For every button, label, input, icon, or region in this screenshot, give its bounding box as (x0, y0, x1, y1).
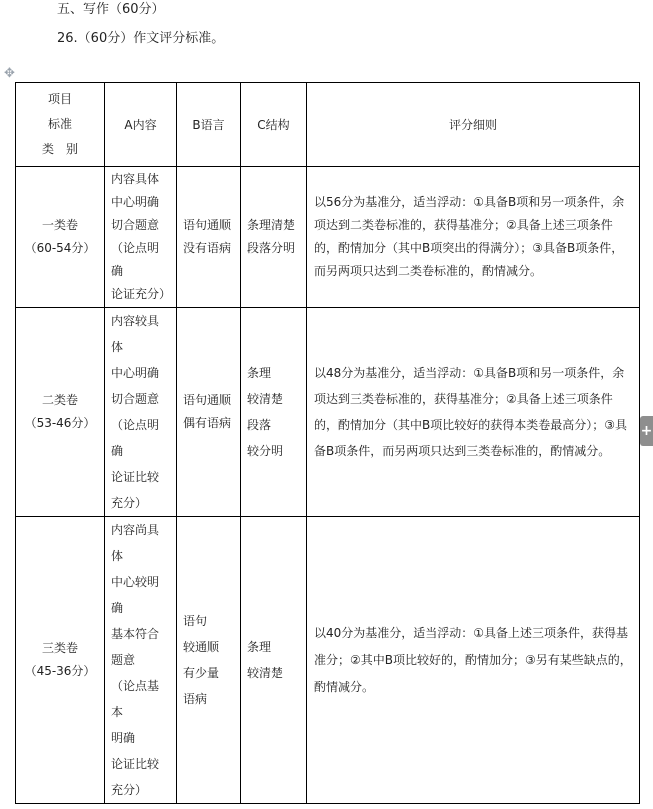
scoring-details: 以56分为基准分，适当浮动：①具备B项和另一项条件，余项达到二类卷标准的，获得基准分；②具备上述三项条件的，酌情加分（其中B项突出的得满分）；③具备B项条件，而另两项只达到二类卷标准的，酌情减分。 (314, 195, 625, 278)
language-cell (177, 308, 241, 517)
text-line: 题意 (111, 653, 136, 667)
content-cell (105, 167, 177, 308)
text-line: （论点明确 (111, 418, 160, 458)
text-line: 体 (111, 549, 124, 563)
language-cell (177, 517, 241, 804)
text-line: 较清楚 (247, 392, 284, 406)
text-line: 条理清楚 (247, 218, 296, 232)
text-line: 切合题意 (111, 392, 160, 406)
content-cell (105, 517, 177, 804)
header-row (16, 83, 640, 167)
text-line: 内容尚具 (111, 523, 160, 537)
text-line: （论点基本 (111, 679, 160, 719)
language-criteria (177, 608, 240, 712)
grade-label (16, 389, 104, 435)
plus-icon[interactable]: + (640, 416, 653, 446)
text-line: 条理 (247, 640, 272, 654)
text-line: 语病 (183, 692, 208, 706)
grade-cell (16, 517, 105, 804)
text-line: 中心明确 (111, 366, 160, 380)
text-line: 语句 (183, 614, 208, 628)
text-line: 体 (111, 340, 124, 354)
header-item-lines (16, 87, 104, 162)
text-line: 较通顺 (183, 640, 220, 654)
header-language: B语言 (177, 83, 241, 167)
text-line: 充分） (111, 783, 148, 797)
text-line: 偶有语病 (183, 416, 232, 430)
content-criteria (105, 308, 176, 516)
question-title: 26.（60分）作文评分标准。 (57, 31, 225, 46)
text-line: 语句通顺 (183, 393, 232, 407)
text-line: 条理 (247, 366, 272, 380)
text-line: 没有语病 (183, 241, 232, 255)
text-line: 段落分明 (247, 241, 296, 255)
structure-criteria (241, 634, 306, 686)
content-cell (105, 308, 177, 517)
text-line: （45-36分） (24, 664, 96, 678)
content-criteria (105, 517, 176, 803)
text-line: 三类卷 (41, 641, 78, 655)
text-line: 确 (111, 601, 124, 615)
text-line: 较分明 (247, 444, 284, 458)
details-cell (307, 517, 640, 804)
scoring-table (15, 82, 640, 804)
language-cell (177, 167, 241, 308)
text-line: 有少量 (183, 666, 220, 680)
structure-criteria (241, 360, 306, 464)
language-criteria (177, 214, 240, 260)
text-line: 二类卷 (41, 393, 78, 407)
table-row (16, 167, 640, 308)
grade-label (16, 637, 104, 683)
text-line: 段落 (247, 418, 272, 432)
header-item-line: 类 别 (41, 142, 78, 156)
language-criteria (177, 389, 240, 435)
content-criteria (105, 168, 176, 306)
scoring-details: 以40分为基准分，适当浮动：①具备上述三项条件，获得基准分；②其中B项比较好的，酌情加分；③另有某些缺点的，酌情减分。 (314, 625, 632, 694)
details-cell (307, 308, 640, 517)
structure-cell (241, 167, 307, 308)
section-heading: 五、写作（60分） (57, 2, 165, 17)
move-anchor-icon[interactable]: ✥ (4, 66, 15, 81)
text-line: 充分） (111, 496, 148, 510)
scoring-details: 以48分为基准分，适当浮动：①具备B项和另一项条件，余项达到三类卷标准的，获得基准分；②具备上述三项条件的，酌情加分（其中B项比较好的获得本类卷最高分）；③具备B项条件，而另两项只达到三类卷标准的，酌情减分。 (314, 366, 627, 458)
text-line: 论证充分） (111, 287, 172, 301)
header-item-cell (16, 83, 105, 167)
header-item-line: 标准 (47, 117, 72, 131)
grade-cell (16, 308, 105, 517)
header-details: 评分细则 (307, 83, 640, 167)
text-line: 内容具体 (111, 172, 160, 186)
text-line: （60-54分） (24, 241, 96, 255)
text-line: （论点明确 (111, 241, 160, 278)
header-content: A内容 (105, 83, 177, 167)
table-row (16, 517, 640, 804)
text-line: 语句通顺 (183, 218, 232, 232)
structure-cell (241, 308, 307, 517)
text-line: 论证比较 (111, 757, 160, 771)
text-line: 论证比较 (111, 470, 160, 484)
text-line: 基本符合 (111, 627, 160, 641)
details-cell (307, 167, 640, 308)
text-line: 切合题意 (111, 218, 160, 232)
text-line: （53-46分） (24, 416, 96, 430)
grade-cell (16, 167, 105, 308)
text-line: 中心明确 (111, 195, 160, 209)
structure-criteria (241, 214, 306, 260)
structure-cell (241, 517, 307, 804)
table-row (16, 308, 640, 517)
text-line: 明确 (111, 731, 136, 745)
header-item-line: 项目 (47, 92, 72, 106)
text-line: 中心较明 (111, 575, 160, 589)
header-structure: C结构 (241, 83, 307, 167)
text-line: 一类卷 (41, 218, 78, 232)
text-line: 内容较具 (111, 314, 160, 328)
grade-label (16, 214, 104, 260)
text-line: 较清楚 (247, 666, 284, 680)
